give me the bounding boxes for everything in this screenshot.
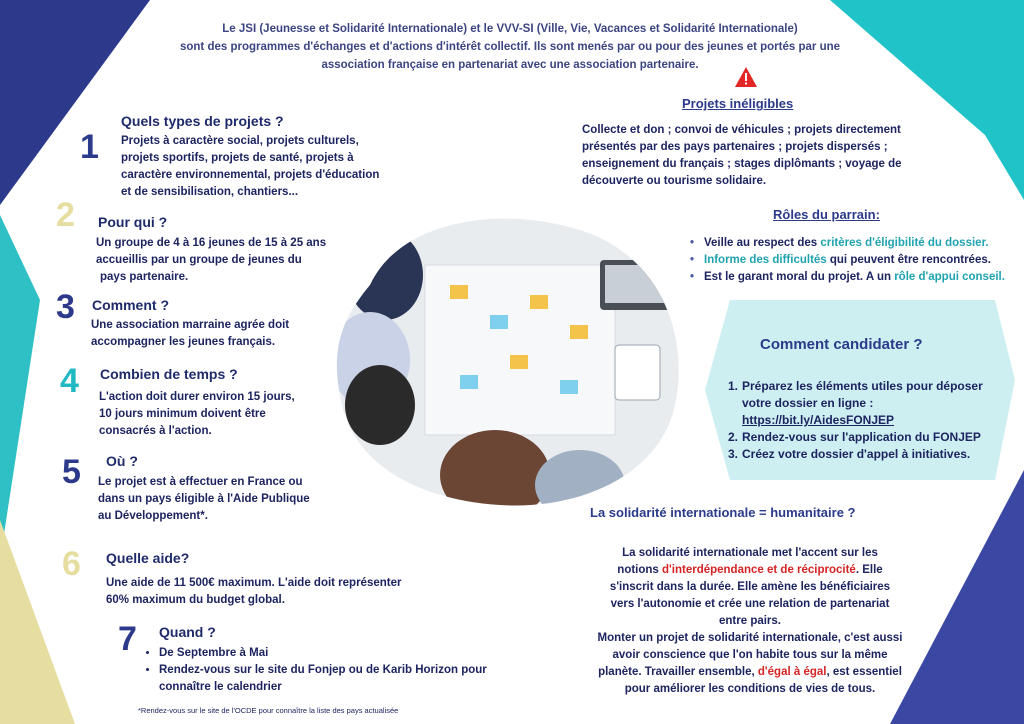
number-6: 6: [62, 545, 81, 583]
step-text: Créez votre dossier d'appel à initiatives.: [742, 447, 971, 461]
text-line: Collecte et don ; convoi de véhicules ; projets directement: [582, 124, 901, 136]
footnote: *Rendez-vous sur le site de l'OCDE pour connaître la liste des pays actualisée: [138, 706, 399, 715]
intro-line-1: Le JSI (Jeunesse et Solidarité Internationale) et le VVV-SI (Ville, Vie, Vacances et Solidarité Internationale): [222, 23, 798, 35]
number-4: 4: [60, 362, 79, 400]
text-line: [585, 664, 915, 681]
intro-line-2: sont des programmes d'échanges et d'actions d'intérêt collectif. Ils sont menés par ou pour des jeunes et portés par une: [179, 41, 841, 53]
text-line: s'inscrit dans la durée. Elle amène les bénéficiaires: [609, 581, 891, 593]
left-teal-shape: [0, 215, 40, 560]
section-3-title: Comment ?: [92, 297, 169, 313]
step-number: 3.: [728, 447, 739, 461]
team-photo: [330, 205, 690, 510]
highlight-text: d'égal à égal: [757, 666, 827, 678]
list-item: [690, 235, 1020, 252]
number-2: 2: [56, 196, 75, 234]
number-7: 7: [118, 620, 137, 658]
section-2-title: Pour qui ?: [98, 214, 168, 230]
step-number: 1.: [728, 379, 739, 393]
text-line: au Développement*.: [98, 510, 208, 522]
text-line: Une aide de 11 500€ maximum. L'aide doit représenter: [106, 577, 402, 589]
text-line: projets sportifs, projets de santé, projets à: [121, 152, 354, 164]
text-line: présentés par des pays partenaires ; projets dispersés ;: [582, 141, 888, 153]
step-text: [742, 378, 998, 429]
text-line: vers l'autonomie et crée une relation de partenariat: [610, 598, 890, 610]
text: . Elle: [855, 564, 883, 576]
text-line: Un groupe de 4 à 16 jeunes de 15 à 25 ans: [96, 237, 327, 249]
text: Est le garant moral du projet. A un: [704, 271, 895, 283]
section-7-text: [143, 645, 503, 696]
section-6-text: [106, 575, 401, 609]
step-2: [728, 429, 998, 446]
number-3: 3: [56, 288, 75, 326]
section-3-text: [91, 317, 289, 351]
text-line: enseignement du français ; stages diplômants ; voyage de: [582, 158, 902, 170]
text-line: et de sensibilisation, chantiers...: [121, 186, 299, 198]
section-4-title: Combien de temps ?: [100, 366, 238, 382]
text: qui peuvent être rencontrées.: [826, 254, 991, 266]
ineligible-title: Projets inéligibles: [682, 96, 794, 111]
fonjep-link[interactable]: https://bit.ly/AidesFONJEP: [742, 413, 895, 427]
step-3: [728, 446, 998, 463]
ineligible-text: [582, 122, 922, 190]
highlight-text: Informe des difficultés: [704, 254, 827, 266]
text: Préparez les éléments utiles pour déposer votre dossier en ligne :: [742, 379, 983, 410]
text-line: 10 jours minimum doivent être: [99, 408, 266, 420]
text-line: pour améliorer les conditions de vies de tous.: [624, 683, 876, 695]
text-line: Le projet est à effectuer en France ou: [98, 476, 303, 488]
highlight-text: rôle d'appui conseil.: [894, 271, 1005, 283]
text-line: avoir conscience que l'on habite tous sur la même: [612, 649, 888, 661]
number-5: 5: [62, 453, 81, 491]
text-line: dans un pays éligible à l'Aide Publique: [98, 493, 310, 505]
highlight-text: d'interdépendance et de réciprocité: [662, 564, 856, 576]
list-item: [690, 269, 1020, 286]
text-line: 60% maximum du budget global.: [106, 594, 285, 606]
section-2-text: [96, 235, 326, 286]
text-line: accueillis par un groupe de jeunes du: [96, 254, 302, 266]
section-5-text: [98, 474, 310, 525]
section-7-title: Quand ?: [159, 624, 216, 640]
text-line: découverte ou tourisme solidaire.: [582, 175, 767, 187]
solidarity-text: [585, 545, 915, 698]
text-line: entre pairs.: [719, 615, 781, 627]
section-1-text: [121, 133, 379, 201]
text-line: accompagner les jeunes français.: [91, 336, 276, 348]
roles-title: Rôles du parrain:: [773, 207, 880, 222]
highlight-text: critères d'éligibilité du dossier.: [820, 237, 989, 249]
section-4-text: [99, 389, 295, 440]
list-item: • De Septembre à Mai: [159, 645, 503, 662]
roles-list: [690, 235, 1020, 286]
text: notions: [617, 564, 663, 576]
text-line: Projets à caractère social, projets culturels,: [121, 135, 359, 147]
text: Veille au respect des: [704, 237, 821, 249]
apply-steps: [728, 378, 998, 463]
list-item: [690, 252, 1020, 269]
text-line: Une association marraine agrée doit: [91, 319, 290, 331]
text-line: consacrés à l'action.: [99, 425, 212, 437]
step-1: [728, 378, 998, 429]
text-line: pays partenaire.: [100, 271, 189, 283]
text: planète. Travailler ensemble,: [598, 666, 758, 678]
solidarity-title: La solidarité internationale = humanitaire ?: [590, 505, 856, 520]
text-line: [585, 562, 915, 579]
text: , est essentiel: [826, 666, 902, 678]
step-number: 2.: [728, 430, 739, 444]
apply-title: Comment candidater ?: [760, 336, 923, 353]
intro-line-3: association française en partenariat avec une association partenaire.: [321, 59, 699, 71]
text-line: Monter un projet de solidarité internationale, c'est aussi: [597, 632, 903, 644]
warning-icon: [734, 66, 758, 88]
number-1: 1: [80, 128, 99, 166]
text-line: La solidarité internationale met l'accent sur les: [622, 547, 878, 559]
section-1-title: Quels types de projets ?: [121, 113, 284, 129]
list-item: • Rendez-vous sur le site du Fonjep ou de Karib Horizon pour connaître le calendrier: [159, 662, 503, 696]
section-6-title: Quelle aide?: [106, 550, 190, 566]
section-5-title: Où ?: [106, 453, 138, 469]
step-text: Rendez-vous sur l'application du FONJEP: [742, 430, 981, 444]
text-line: caractère environnemental, projets d'éducation: [121, 169, 380, 181]
text-line: L'action doit durer environ 15 jours,: [99, 391, 295, 403]
